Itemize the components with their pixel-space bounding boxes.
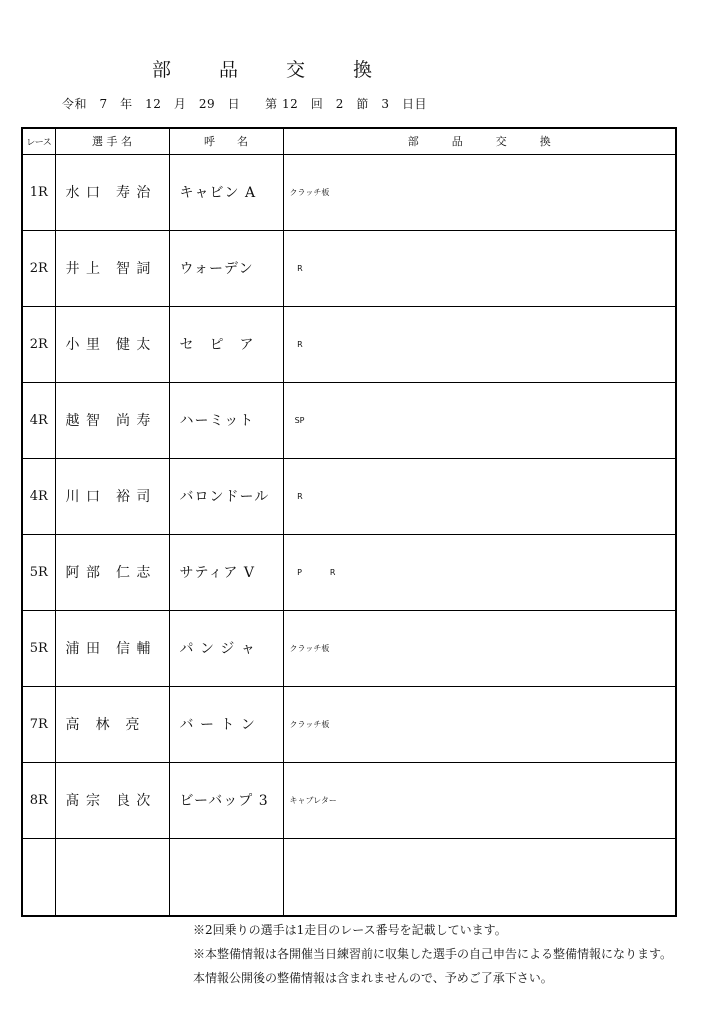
table-row [22, 762, 676, 838]
call-name-cell: バ ー ト ン [169, 686, 283, 762]
parts-cell [283, 838, 676, 916]
racer-name-cell: 阿 部 仁 志 [55, 534, 169, 610]
table-row [22, 838, 676, 916]
title-char: 交 [285, 59, 305, 81]
parts-exchange-table [21, 127, 677, 917]
call-name-cell: セ ピ ア [169, 306, 283, 382]
parts-cell: クラッチ板 [283, 610, 676, 686]
call-name-cell: ハーミット [169, 382, 283, 458]
table-row [22, 610, 676, 686]
race-cell: 5R [22, 534, 55, 610]
table-row [22, 230, 676, 306]
note-line: 本情報公開後の整備情報は含まれませんので、予めご了承下さい。 [193, 971, 553, 985]
race-cell: 1R [22, 154, 55, 230]
notes [193, 918, 672, 990]
header-race: レース [22, 128, 55, 154]
racer-name-cell: 越 智 尚 寿 [55, 382, 169, 458]
racer-name-cell: 高 林 亮 [55, 686, 169, 762]
title-char: 換 [352, 59, 372, 81]
call-name-cell: サティア V [169, 534, 283, 610]
parts-cell: SP [283, 382, 676, 458]
call-name-cell: パ ン ジ ャ [169, 610, 283, 686]
race-cell: 2R [22, 230, 55, 306]
race-cell: 4R [22, 382, 55, 458]
race-cell: 5R [22, 610, 55, 686]
header-parts: 部 品 交 換 [283, 128, 676, 154]
race-cell: 7R [22, 686, 55, 762]
note-line: ※2回乗りの選手は1走目のレース番号を記載しています。 [193, 923, 507, 937]
note-line: ※本整備情報は各開催当日練習前に収集した選手の自己申告による整備情報になります。 [193, 947, 673, 961]
table-row [22, 306, 676, 382]
race-cell: 8R [22, 762, 55, 838]
race-cell [22, 838, 55, 916]
parts-cell: R [283, 230, 676, 306]
race-cell: 4R [22, 458, 55, 534]
call-name-cell [169, 838, 283, 916]
table-row [22, 382, 676, 458]
racer-name-cell: 水 口 寿 治 [55, 154, 169, 230]
racer-name-cell [55, 838, 169, 916]
racer-name-cell: 浦 田 信 輔 [55, 610, 169, 686]
parts-cell: キャブレター [283, 762, 676, 838]
race-cell: 2R [22, 306, 55, 382]
title-char: 品 [218, 59, 238, 81]
racer-name-cell: 髙 宗 良 次 [55, 762, 169, 838]
table-row [22, 686, 676, 762]
table-row [22, 534, 676, 610]
header-call-name: 呼 名 [169, 128, 283, 154]
call-name-cell: バロンドール [169, 458, 283, 534]
parts-cell: R [283, 306, 676, 382]
parts-cell: クラッチ板 [283, 686, 676, 762]
parts-cell: P R [283, 534, 676, 610]
call-name-cell: ビーバップ 3 [169, 762, 283, 838]
racer-name-cell: 川 口 裕 司 [55, 458, 169, 534]
table-row [22, 458, 676, 534]
racer-name-cell: 小 里 健 太 [55, 306, 169, 382]
racer-name-cell: 井 上 智 詞 [55, 230, 169, 306]
title-char: 部 [152, 59, 172, 81]
parts-cell: クラッチ板 [283, 154, 676, 230]
table-header-row [22, 128, 676, 154]
call-name-cell: ウォーデン [169, 230, 283, 306]
table-row [22, 154, 676, 230]
header-racer-name: 選 手 名 [55, 128, 169, 154]
date-line: 令和 7 年 12 月 29 日 第 12 回 2 節 3 日目 [62, 97, 428, 111]
parts-cell: R [283, 458, 676, 534]
page-title [152, 55, 372, 81]
call-name-cell: キャビン A [169, 154, 283, 230]
